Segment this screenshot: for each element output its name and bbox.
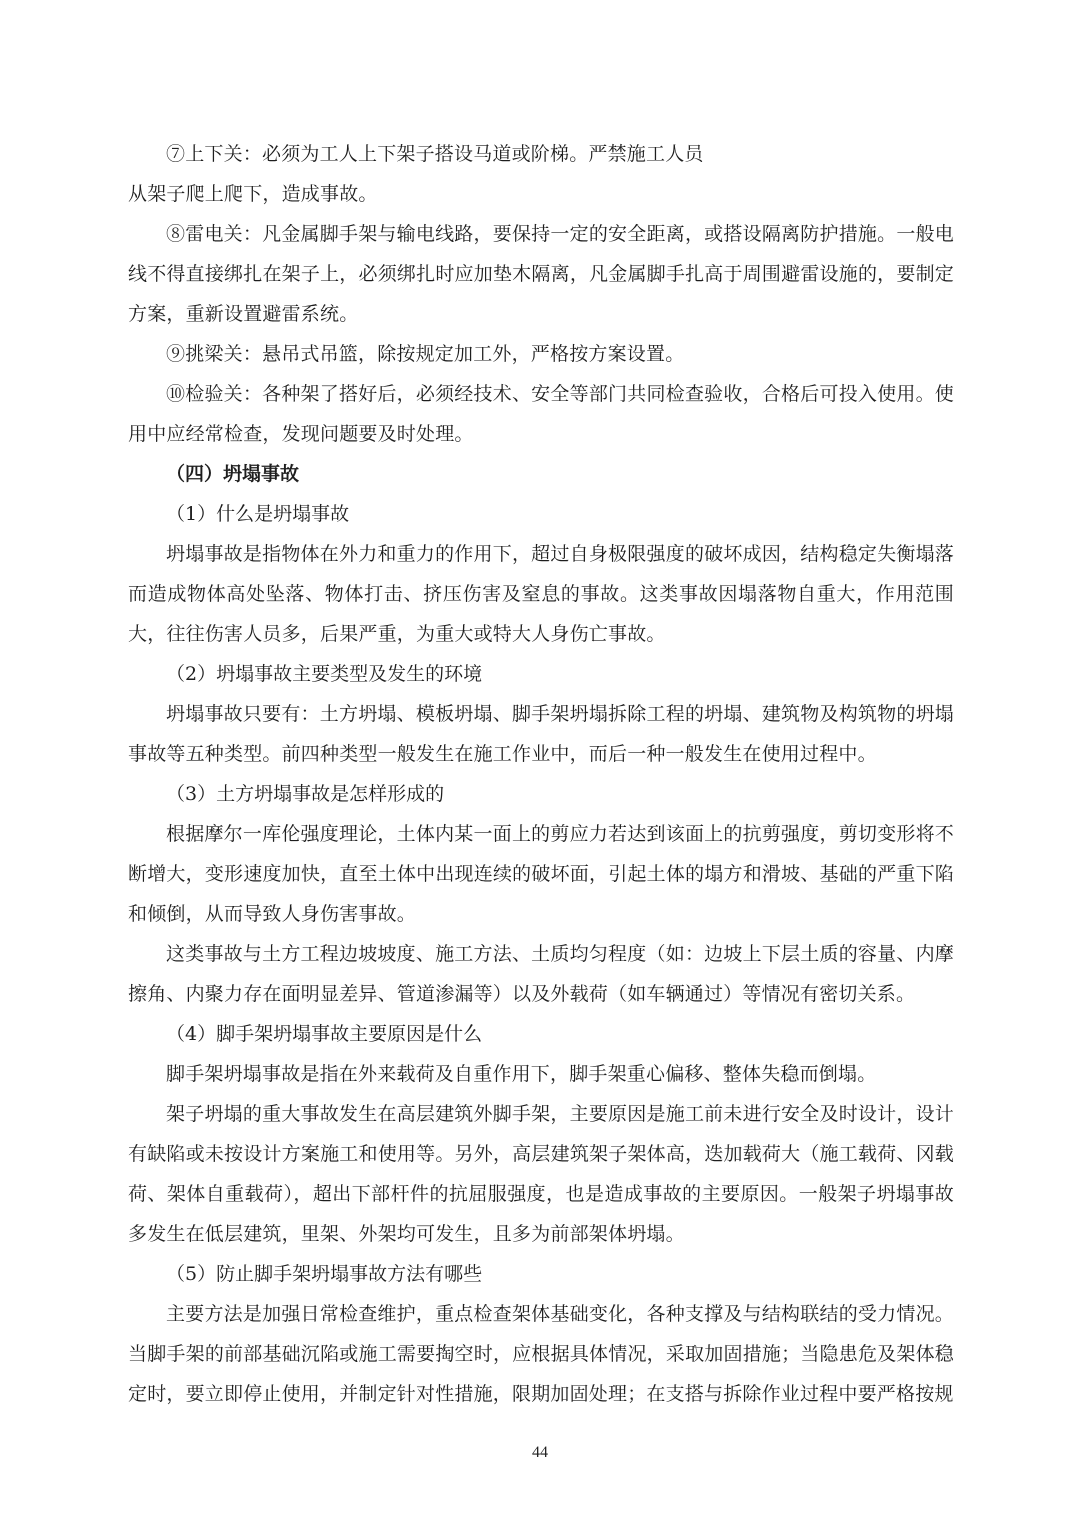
- paragraph-prevention: 主要方法是加强日常检查维护，重点检查架体基础变化，各种支撑及与结构联结的受力情况。当脚手架的前部基础沉陷或施工需要掏空时，应根据具体情况，采取加固措施；当隐患危及架体稳定时，要立即停止使用，并制定针对性措施，限期加固处理；在支搭与拆除作业过程中要严格按规: [128, 1303, 954, 1405]
- paragraph-scaffold-causes: 架子坍塌的重大事故发生在高层建筑外脚手架，主要原因是施工前未进行安全及时设计，设计有缺陷或未按设计方案施工和使用等。另外，高层建筑架子架体高，迭加载荷大（施工载荷、冈载荷、架体自重载荷），超出下部杆件的抗屈服强度，也是造成事故的主要原因。一般架子坍塌事故多发生在低层建筑，里架、外架均可发生，且多为前部架体坍塌。: [128, 1103, 954, 1245]
- page-number: 44: [532, 1444, 548, 1461]
- paragraph-scaffold-definition: 脚手架坍塌事故是指在外来载荷及自重作用下，脚手架重心偏移、整体失稳而倒塌。: [166, 1063, 877, 1085]
- paragraph-10-jianyan: ⑩检验关：各种架了搭好后，必须经技术、安全等部门共同检查验收，合格后可投入使用。使用中应经常检查，发现问题要及时处理。: [128, 383, 954, 445]
- paragraph-definition: 坍塌事故是指物体在外力和重力的作用下，超过自身极限强度的破坏成因，结构稳定失衡塌落而造成物体高处坠落、物体打击、挤压伤害及窒息的事故。这类事故因塌落物自重大，作用范围大，往往伤害人员多，后果严重，为重大或特大人身伤亡事故。: [128, 543, 954, 645]
- paragraph-mohr-coulomb: 根据摩尔一库伦强度理论，土体内某一面上的剪应力若达到该面上的抗剪强度，剪切变形将不断增大，变形速度加快，直至土体中出现连续的破坏面，引起土体的塌方和滑坡、基础的严重下陷和倾倒，从而导致人身伤害事故。: [128, 823, 954, 925]
- paragraph-7-shangxia: ⑦上下关：必须为工人上下架子搭设马道或阶梯。严禁施工人员: [166, 143, 704, 165]
- paragraph-types: 坍塌事故只要有：土方坍塌、模板坍塌、脚手架坍塌拆除工程的坍塌、建筑物及构筑物的坍塌事故等五种类型。前四种类型一般发生在施工作业中，而后一种一般发生在使用过程中。: [128, 703, 954, 765]
- subheading-4: （4）脚手架坍塌事故主要原因是什么: [166, 1023, 483, 1045]
- subheading-3: （3）土方坍塌事故是怎样形成的: [166, 783, 445, 805]
- subheading-5: （5）防止脚手架坍塌事故方法有哪些: [166, 1263, 483, 1285]
- subheading-1: （1）什么是坍塌事故: [166, 503, 350, 525]
- page-body: [128, 134, 954, 1414]
- paragraph-7-continued: 从架子爬上爬下，造成事故。: [128, 183, 378, 205]
- paragraph-slope-factors: 这类事故与土方工程边坡坡度、施工方法、土质均匀程度（如：边坡上下层土质的容量、内摩擦角、内聚力存在面明显差异、管道渗漏等）以及外载荷（如车辆通过）等情况有密切关系。: [128, 943, 954, 1005]
- paragraph-9-tiaoliang: ⑨挑梁关：悬吊式吊篮，除按规定加工外，严格按方案设置。: [166, 343, 685, 365]
- subheading-2: （2）坍塌事故主要类型及发生的环境: [166, 663, 483, 685]
- paragraph-8-leidian: ⑧雷电关：凡金属脚手架与输电线路，要保持一定的安全距离，或搭设隔离防护措施。一般电线不得直接绑扎在架子上，必须绑扎时应加垫木隔离，凡金属脚手扎高于周围避雷设施的，要制定方案，重新设置避雷系统。: [128, 223, 954, 325]
- section-heading-collapse: （四）坍塌事故: [166, 463, 300, 485]
